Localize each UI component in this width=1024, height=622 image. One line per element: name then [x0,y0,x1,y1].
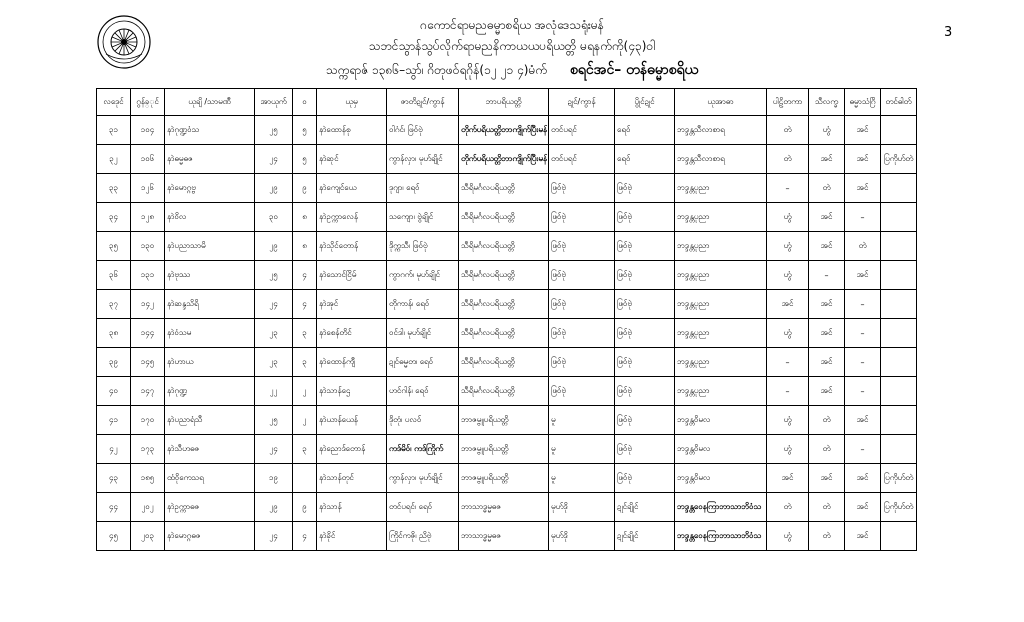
table-cell: ဟွံ [767,406,809,435]
table-cell: သီရိမင်္ဂလပရိယတ္တိ [459,174,549,203]
table-cell: ၂၀၂ [131,493,165,522]
office-title: ဂကောင်ရာမညဓမ္မာစရိယ အလုံဒေသရုံးမန် [420,18,604,32]
table-row [97,493,917,522]
table-cell [881,319,917,348]
date-line [0,60,1024,81]
table-cell: နာဲသာန်တုင် [317,464,387,493]
table-cell: နာဲသိုင်တောန် [317,232,387,261]
table-cell: အင် [809,377,845,406]
table-cell: ၄၂ [97,435,131,464]
table-cell: – [767,377,809,406]
table-cell: သကျော၊ ဗွဲချိုင် [387,203,459,232]
column-header: ဇာတိဍုင်/ကွာန် [387,89,459,116]
table-cell: အင် [845,464,881,493]
table-cell: ဖြဝ်ဗုဲ [615,261,675,290]
column-header: သီလက္ခ [809,89,845,116]
table-cell: ဘဒ္ဒန္တဝိမလ [675,464,767,493]
table-cell: ၃၁ [97,116,131,145]
table-cell: ၅ [293,145,317,174]
table-cell: နာဲမောဂ္ဂဗ္ဗ [165,174,255,203]
table-cell: နာဲသာန် [317,493,387,522]
table-cell: ဘဒ္ဒန္တသီလာစာရ [675,145,767,174]
table-cell: ဟွံ [767,203,809,232]
column-header: တင်ဓါတ် [881,89,917,116]
table-cell: သီရိမင်္ဂလပရိယတ္တိ [459,348,549,377]
table-cell: ဖြဝ်ဗုဲ [549,203,615,232]
table-cell: – [809,261,845,290]
table-cell: ၃ [293,319,317,348]
table-cell: နာဲဆန္ဒသိရိ [165,290,255,319]
table-cell: ၁၃၀ [131,232,165,261]
table-cell: နာဲယာန်ယေန် [317,406,387,435]
table-cell: နာဲသီဟဓဇ [165,435,255,464]
table-cell: သီရိမင်္ဂလပရိယတ္တိ [459,377,549,406]
table-row [97,290,917,319]
table-cell: ဒုဂျာ၊ ရေဝ် [387,174,459,203]
table-cell: ဘာဇမ္ဗူပရိယတ္တိ [459,435,549,464]
table-cell: ဘဒ္ဒန္တဝေနကြာဘာသာဘိဝံသ [675,522,767,551]
table-row [97,522,917,551]
table-cell: နာဲဥက္ကာဓဇ [165,493,255,522]
table-cell: ၈ [293,203,317,232]
table-cell: ဖြဝ်ဗုဲ [549,377,615,406]
column-header: ယုမှ [317,89,387,116]
table-cell: တဲ [809,522,845,551]
table-cell: ၃၃ [97,174,131,203]
table-cell: နာဲဝံသမ [165,319,255,348]
table-cell: ၃၅ [97,232,131,261]
table-cell: အင် [809,232,845,261]
table-cell: ၂၉ [255,232,293,261]
table-cell: နာဲကျေင်ယေ [317,174,387,203]
table-cell: ပြကိုဟ်တဲ [881,464,917,493]
table-cell: ဝင်ဒါ၊ မုဟ်ချိုင် [387,319,459,348]
table-cell: ၂၅ [255,261,293,290]
table-cell: ဖြဝ်ဗုဲ [615,174,675,203]
table-cell: ဖြဝ်ဗုဲ [615,377,675,406]
column-header: ယုအာဓာ [675,89,767,116]
table-cell: ဘာသာဒ္ဓမ္မဓဇ [459,493,549,522]
table-cell: ၃ [293,348,317,377]
table-cell: ၄၅ [97,522,131,551]
table-cell: နာဲညောဒ်တောန် [317,435,387,464]
table-cell: ၁၃၁ [131,261,165,290]
table-cell: – [845,290,881,319]
table-cell: ကြိုင်ကဇို၊ ညိဗုဲ [387,522,459,551]
table-row [97,435,917,464]
table-cell: ဖြဝ်ဗုဲ [549,232,615,261]
table-cell: ကွာဂက်၊ မုဟ်ချိုင် [387,261,459,290]
table-cell: – [767,174,809,203]
table-cell: နာဲဂုဏ္ဍဝံသ [165,116,255,145]
table-cell: ၃၇ [97,290,131,319]
table-cell: ရေဝ် [615,116,675,145]
table-cell: အင် [809,319,845,348]
table-cell: အင် [845,493,881,522]
table-cell: ဘဒ္ဒန္တပုညာ [675,348,767,377]
table-cell: ၁၄၅ [131,348,165,377]
table-cell: ၁၀၄ [131,116,165,145]
table-cell: နာဲဝိလ [165,203,255,232]
table-cell: ၄ [293,261,317,290]
table-row [97,464,917,493]
table-row [97,377,917,406]
table-cell: ၉ [293,174,317,203]
table-cell: ၁၄၇ [131,377,165,406]
table-cell: ၂၄ [255,290,293,319]
table-cell: ဘဒ္ဒန္တပုညာ [675,203,767,232]
table-cell: ၂၀၃ [131,522,165,551]
table-cell: အင် [845,406,881,435]
table-cell: နာဲခိုင် [317,522,387,551]
column-header: ဓမ္မာသံဂြိ [845,89,881,116]
table-cell: ကွာန်လှာ၊ မုဟ်ချိုင် [387,464,459,493]
table-cell: နာဲထောန်စု [317,116,387,145]
table-cell: တင်ပရင် [549,116,615,145]
table-cell: ကွာန်လှာ၊ မုဟ်ချိုင် [387,145,459,174]
table-cell [881,348,917,377]
table-cell: ၄၄ [97,493,131,522]
table-cell: ၄၁ [97,406,131,435]
table-cell: သီရိမင်္ဂလပရိယတ္တိ [459,232,549,261]
table-row [97,406,917,435]
table-cell: နာဲထောန်ကျီ [317,348,387,377]
table-cell: အင် [767,464,809,493]
table-cell: ၂ [293,406,317,435]
table-cell: နာဲဟာယ [165,348,255,377]
table-cell: ဘဒ္ဒန္တပုညာ [675,319,767,348]
table-cell: တဲ [809,406,845,435]
table-cell: တဲ [809,174,845,203]
table-cell: ၄၃ [97,464,131,493]
table-cell: ၁၇၀ [131,406,165,435]
table-cell: ဖြဝ်ဗုဲ [549,174,615,203]
table-cell: ဖြဝ်ဗုဲ [549,261,615,290]
table-cell: နာဲဗုဿ [165,261,255,290]
table-row [97,261,917,290]
table-cell: အင် [809,290,845,319]
table-cell: တဲ [767,145,809,174]
column-header: ဘာပရိယတ္တိ [459,89,549,116]
table-cell: အင် [767,290,809,319]
column-header: ပါဠိတကာ [767,89,809,116]
table-cell: အင် [809,464,845,493]
table-cell: ၃ [293,435,317,464]
table-cell: နာဲမောဂ္ဂဓဇ [165,522,255,551]
table-cell: ပြကိုဟ်တဲ [881,145,917,174]
table-cell: မူ [549,435,615,464]
table-cell: ၃၀ [255,203,293,232]
table-cell [881,377,917,406]
table-cell: ဖြဝ်ဗုဲ [615,203,675,232]
table-cell [881,261,917,290]
table-cell: အင် [809,203,845,232]
table-cell: နာဲဂုဏ္ဍ [165,377,255,406]
table-cell: – [845,319,881,348]
table-cell [881,232,917,261]
table-cell: ဍုင်ဓမ္မတ၊ ရေဝ် [387,348,459,377]
table-cell: ၂၉ [255,493,293,522]
table-cell: တဲ [809,435,845,464]
table-cell: ၁၇၃ [131,435,165,464]
table-cell: ရေဝ် [615,145,675,174]
table-row [97,174,917,203]
table-cell: ဍုင်ချိုင် [615,493,675,522]
table-cell: ဘဒ္ဒန္တပုညာ [675,377,767,406]
table-cell [881,522,917,551]
table-cell: ဖြဝ်ဗုဲ [615,232,675,261]
table-cell: တိုက်ပရိယတ္တိဘာကျိုက်ပြီးမန် [459,145,549,174]
table-cell: ၄ [293,522,317,551]
column-header: ပွိုင်ဍုင် [615,89,675,116]
table-row [97,348,917,377]
table-cell [881,116,917,145]
table-cell: နာဲသောင်ငြိမ် [317,261,387,290]
table-cell: ဘဒ္ဒန္တဝိမလ [675,435,767,464]
table-cell: ၉ [293,493,317,522]
table-cell: ၁၀၆ [131,145,165,174]
table-cell: အင် [845,145,881,174]
table-cell: နာဲပညာသာမိ [165,232,255,261]
table-cell: ၄ [293,290,317,319]
column-header: ဍုင်/ကွာန် [549,89,615,116]
table-cell: ၂၅ [255,406,293,435]
table-cell: တင်ပရင်၊ ရေဝ် [387,493,459,522]
table-cell: ဟွံ [767,319,809,348]
table-cell: နာဲစေန်တိင် [317,319,387,348]
table-cell: အင် [845,116,881,145]
table-cell: ၂၃ [255,319,293,348]
table-cell: ထံဝိုကေသရ [165,464,255,493]
table-cell [881,203,917,232]
table-cell: – [845,377,881,406]
table-cell: ၁၈၅ [131,464,165,493]
table-cell: နာဲဥက္ကာလေန် [317,203,387,232]
date-text: သက္ကရာဇ် ၁၃၈၆–သွာ်၊ ဂိတုဖဝ်ရဂိုန်(၁၂ ၂၁ ၄)မံက် [325,63,548,77]
table-cell: ၂၄ [255,522,293,551]
table-row [97,145,917,174]
table-cell: နာဲပညာရံသီ [165,406,255,435]
table-cell: ဝါဂံင်၊ ဖြဝ်ဗုဲ [387,116,459,145]
table-cell: ဘဒ္ဒန္တပုညာ [675,261,767,290]
table-cell: ဟွံ [767,232,809,261]
subtitle: သဘင်သွာန်သွပ်လိုက်ရာမညနိကာယယပရိယတ္တိ မရနက်ကို(၄၃)ဝါ [368,39,656,53]
column-header: အာယုက် [255,89,293,116]
column-header: ဂွန်ခ္ုင် [131,89,165,116]
page-number: 3 [944,25,953,40]
table-cell: သီရိမင်္ဂလပရိယတ္တိ [459,290,549,319]
table-cell: ၂၅ [255,116,293,145]
table-cell: ဖြဝ်ဗုဲ [615,464,675,493]
table-cell: နာဲဆုင် [317,145,387,174]
table-cell: ဖြဝ်ဗုဲ [549,348,615,377]
table-cell: သီရိမင်္ဂလပရိယတ္တိ [459,261,549,290]
column-header: ဝ [293,89,317,116]
table-cell: ဍုင်ချိုင် [615,522,675,551]
table-cell: မုဟ်ဒို [549,493,615,522]
table-row [97,232,917,261]
table-cell: ၂၄ [255,145,293,174]
table-cell: ဒိုတုံ၊ ပလဝ် [387,406,459,435]
table-cell: ဘာဇမ္ဗူပရိယတ္တိ [459,406,549,435]
table-cell: သီရိမင်္ဂလပရိယတ္တိ [459,319,549,348]
table-cell: ၁၂၆ [131,174,165,203]
table-cell: ဘဒ္ဒန္တဝိမလ [675,406,767,435]
table-cell: တိုကာန်၊ ရေဝ် [387,290,459,319]
table-cell: နာဲသာန်ဌေ [317,377,387,406]
table-cell: အင် [845,174,881,203]
table-cell: ဘဒ္ဒန္တသီလာစာရ [675,116,767,145]
table-cell: ၁၄၄ [131,319,165,348]
table-cell: ၂၄ [255,435,293,464]
table-cell [881,290,917,319]
table-cell: ၃၄ [97,203,131,232]
table-cell: ဖြဝ်ဗုဲ [549,319,615,348]
table-cell: ဘဒ္ဒန္တပုညာ [675,290,767,319]
table-cell: ၃၂ [97,145,131,174]
table-cell: ဟွံ [767,435,809,464]
table-cell: ဟွံ [809,116,845,145]
table-cell: ၂ [293,377,317,406]
table-cell: ၁၄၂ [131,290,165,319]
table-cell: ဘဒ္ဒန္တဝေနကြာဘာသာဘိဝံသ [675,493,767,522]
table-cell: တဲ [767,116,809,145]
table-cell: မူ [549,406,615,435]
table-cell: ၄၀ [97,377,131,406]
column-header: ယုချိ /သာမဏဳ [165,89,255,116]
table-cell: တိုက်ပရိယတ္တိဘာကျိုက်ပြီးမန် [459,116,549,145]
table-row [97,319,917,348]
table-cell: ၂၂ [255,377,293,406]
list-name: စရင်အင်– တန်ဓမ္မာစရိယ [569,62,699,78]
table-cell: အင် [845,261,881,290]
table-cell: ဘဒ္ဒန္တပုညာ [675,232,767,261]
table-cell: တဲ [845,232,881,261]
table-cell: ၃၆ [97,261,131,290]
table-cell [881,406,917,435]
table-cell: ဘာသာဒ္ဓမ္မဓဇ [459,522,549,551]
table-cell: ၁၉ [255,464,293,493]
table-cell: ဖြဝ်ဗုဲ [615,290,675,319]
table-cell: ၃၈ [97,319,131,348]
table-cell: ဖြဝ်ဗုဲ [615,406,675,435]
table-cell: မုဟ်ဒို [549,522,615,551]
column-header: လဒေုင် [97,89,131,116]
table-cell: အင် [809,348,845,377]
table-cell: ဟွံ [767,522,809,551]
table-cell: တဲ [809,493,845,522]
table-cell: – [767,348,809,377]
table-cell [881,174,917,203]
table-cell: တင်ပရင် [549,145,615,174]
table-cell: အင် [809,145,845,174]
table-cell [881,435,917,464]
table-cell: ဟွံ [767,261,809,290]
candidate-table [96,88,917,551]
table-cell: နာဲအုင် [317,290,387,319]
table-cell: – [845,435,881,464]
table-row [97,116,917,145]
table-cell: ၃၉ [97,348,131,377]
table-cell: ဒိုက္ကသီ၊ ဖြဝ်ဗုဲ [387,232,459,261]
table-cell: ၅ [293,116,317,145]
table-cell: တဲ [767,493,809,522]
table-cell: ဖြဝ်ဗုဲ [549,290,615,319]
table-cell: ဖြဝ်ဗုဲ [615,348,675,377]
table-cell: ဘာဇမ္ဗူပရိယတ္တိ [459,464,549,493]
table-cell: ၂၃ [255,348,293,377]
table-header [97,89,917,116]
table-cell: အင် [845,522,881,551]
table-cell: သီရိမင်္ဂလပရိယတ္တိ [459,203,549,232]
table-cell: ၁၂၈ [131,203,165,232]
table-cell: – [845,348,881,377]
table-cell: ပြကိုဟ်တဲ [881,493,917,522]
table-cell: ကဒ်မိဝ်၊ ကဒ်ကြိုက် [387,435,459,464]
table-cell [293,464,317,493]
table-cell: – [845,203,881,232]
table-cell: ဟင်ဂါန်၊ ရေဝ် [387,377,459,406]
table-cell: ၈ [293,232,317,261]
table-cell: ဖြဝ်ဗုဲ [615,319,675,348]
table-cell: ဖြဝ်ဗုဲ [615,435,675,464]
table-cell: မူ [549,464,615,493]
table-cell: ဘဒ္ဒန္တပုညာ [675,174,767,203]
table-cell: ၂၉ [255,174,293,203]
table-row [97,203,917,232]
table-cell: နာဲဓမ္မဓဇ [165,145,255,174]
